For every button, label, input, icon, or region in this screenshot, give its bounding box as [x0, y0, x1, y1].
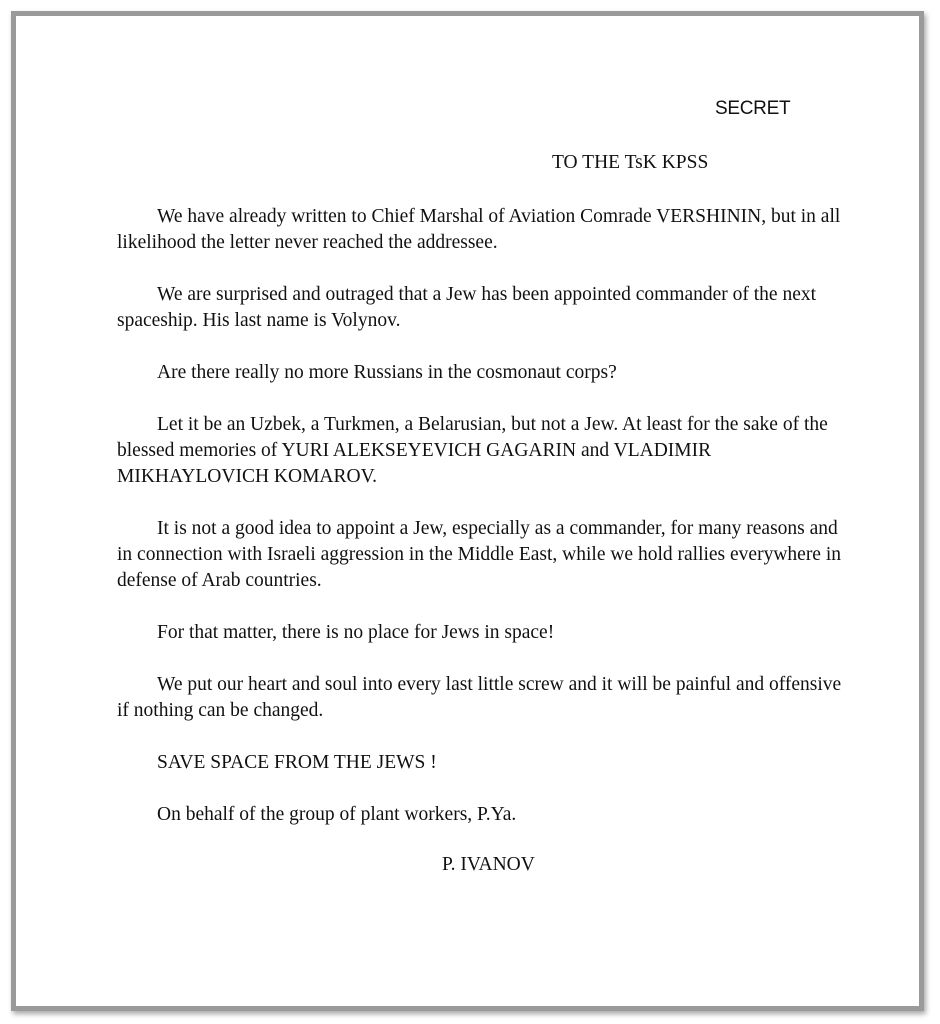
paragraph: We are surprised and outraged that a Jew has been appointed commander of the next spaceship. His last name is Volynov.	[117, 284, 817, 331]
signature-name: P. IVANOV	[442, 854, 535, 875]
paragraph: It is not a good idea to appoint a Jew, especially as a commander, for many reasons and in connection with Israeli aggression in the Middle East, while we hold rallies everywhere in defense of Arab countries.	[117, 518, 842, 591]
addressee-line: TO THE TsK KPSS	[552, 152, 709, 173]
paragraph: We put our heart and soul into every last little screw and it will be painful and offensive if nothing can be changed.	[117, 674, 842, 721]
letter-body	[117, 204, 847, 854]
classification-label: SECRET	[715, 98, 791, 119]
document-page	[16, 16, 919, 1006]
paragraph: For that matter, there is no place for Jews in space!	[157, 622, 555, 643]
paragraph: SAVE SPACE FROM THE JEWS !	[157, 752, 437, 773]
paragraph: We have already written to Chief Marshal of Aviation Comrade VERSHININ, but in all likelihood the letter never reached the addressee.	[117, 206, 841, 253]
paragraph: Are there really no more Russians in the cosmonaut corps?	[157, 362, 617, 383]
document-frame	[11, 11, 924, 1011]
paragraph: Let it be an Uzbek, a Turkmen, a Belarusian, but not a Jew. At least for the sake of the blessed memories of YURI ALEKSEYEVICH GAGARIN and VLADIMIR MIKHAYLOVICH KOMAROV.	[117, 414, 828, 487]
paragraph: On behalf of the group of plant workers, P.Ya.	[157, 804, 517, 825]
